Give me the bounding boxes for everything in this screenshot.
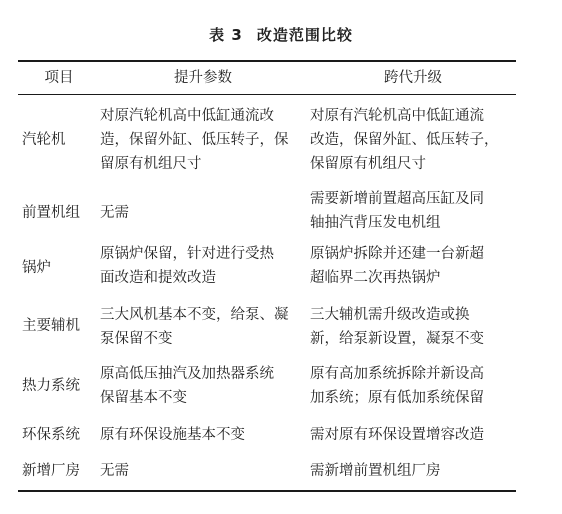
- row-item-new-building: 新增厂房: [22, 463, 80, 479]
- caption-title: 改造范围比较: [256, 26, 353, 44]
- header-upgrade-param: 提升参数: [174, 70, 232, 86]
- row-environmental-crossgen: [310, 423, 516, 447]
- row-environmental-upgrade: [100, 423, 306, 447]
- header-cross-gen: 跨代升级: [384, 70, 442, 86]
- table-cell-line: 改造，保留外缸、低压转子，: [310, 132, 499, 148]
- row-item-thermal: 热力系统: [22, 378, 80, 394]
- table-caption: [0, 24, 562, 45]
- table-cell-line: 原锅炉拆除并还建一台新超: [310, 246, 484, 262]
- table-cell-line: 原有环保设施基本不变: [100, 427, 245, 443]
- table-cell-line: 原有高加系统拆除并新设高: [310, 366, 484, 382]
- row-pre-unit-upgrade: [100, 201, 306, 225]
- table-cell-line: 加系统；原有低加系统保留: [310, 390, 484, 406]
- table-cell-line: 无需: [100, 205, 129, 221]
- row-auxiliary-crossgen: [310, 303, 516, 351]
- row-new-building-crossgen: [310, 459, 516, 483]
- table-cell-line: 原高低压抽汽及加热器系统: [100, 366, 274, 382]
- table-cell-line: 保留基本不变: [100, 390, 187, 406]
- table-cell-line: 轴抽汽背压发电机组: [310, 215, 441, 231]
- row-boiler-upgrade: [100, 242, 306, 290]
- header-rule: [18, 94, 516, 95]
- table-cell-line: 无需: [100, 463, 129, 479]
- row-item-turbine: 汽轮机: [22, 132, 66, 148]
- row-thermal-upgrade: [100, 362, 306, 410]
- row-item-pre-unit: 前置机组: [22, 205, 80, 221]
- table-cell-line: 需新增前置机组厂房: [310, 463, 441, 479]
- table-cell-line: 需要新增前置超高压缸及同: [310, 191, 484, 207]
- table-cell-line: 原锅炉保留，针对进行受热: [100, 246, 274, 262]
- row-boiler-crossgen: [310, 242, 516, 290]
- row-item-environmental: 环保系统: [22, 427, 80, 443]
- table-cell-line: 对原有汽轮机高中低缸通流: [310, 108, 484, 124]
- table-cell-line: 面改造和提效改造: [100, 270, 216, 286]
- row-item-boiler: 锅炉: [22, 260, 51, 276]
- row-turbine-crossgen: [310, 104, 516, 176]
- header-item: 项目: [44, 70, 74, 86]
- table-cell-line: 造，保留外缸、低压转子，保: [100, 132, 289, 148]
- table-cell-line: 需对原有环保设置增容改造: [310, 427, 484, 443]
- table-cell-line: 三大风机基本不变，给泵、凝: [100, 307, 289, 323]
- row-thermal-crossgen: [310, 362, 516, 410]
- caption-number: 表 3: [209, 26, 243, 44]
- table-cell-line: 泵保留不变: [100, 331, 173, 347]
- row-turbine-upgrade: [100, 104, 306, 176]
- table-cell-line: 对原汽轮机高中低缸通流改: [100, 108, 274, 124]
- table-cell-line: 保留原有机组尺寸: [310, 156, 426, 172]
- table-cell-line: 三大辅机需升级改造或换: [310, 307, 470, 323]
- row-item-auxiliary: 主要辅机: [22, 318, 80, 334]
- row-pre-unit-crossgen: [310, 187, 516, 235]
- table-cell-line: 超临界二次再热锅炉: [310, 270, 441, 286]
- top-rule: [18, 60, 516, 62]
- row-auxiliary-upgrade: [100, 303, 306, 351]
- table-cell-line: 新，给泵新设置，凝泵不变: [310, 331, 484, 347]
- bottom-rule: [18, 490, 516, 492]
- table-cell-line: 留原有机组尺寸: [100, 156, 202, 172]
- row-new-building-upgrade: [100, 459, 306, 483]
